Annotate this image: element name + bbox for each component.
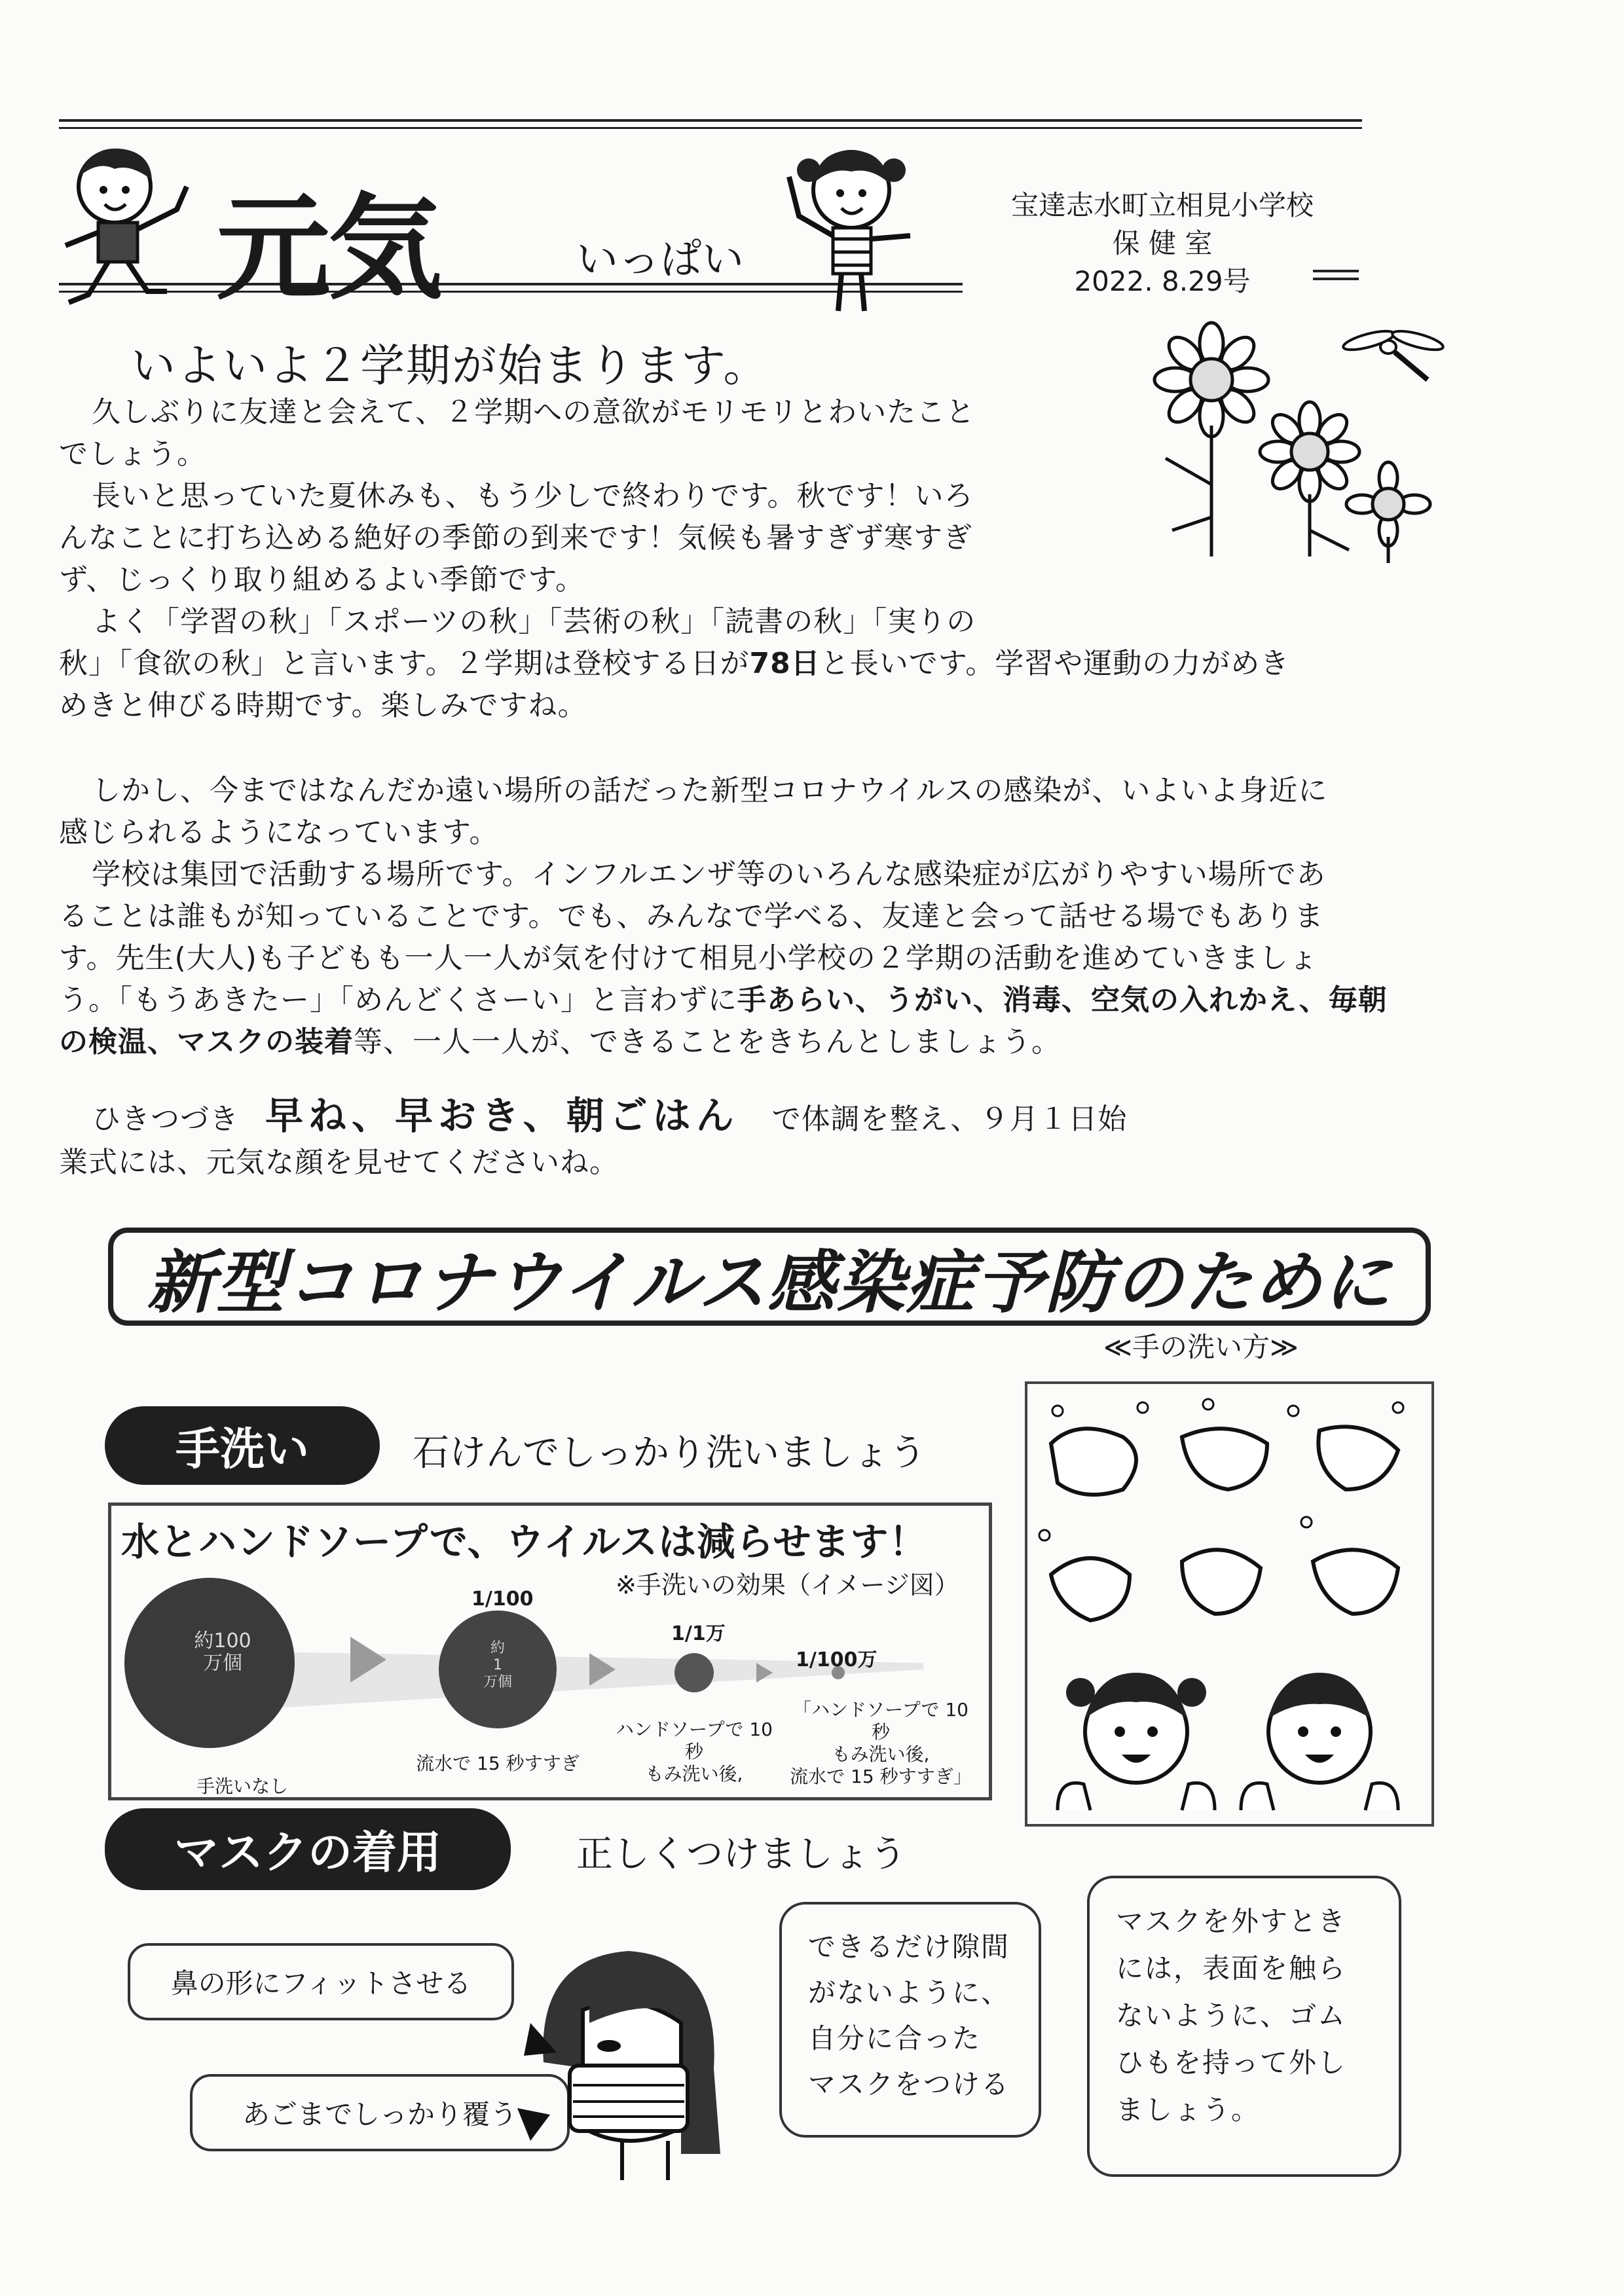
label-soap-rinse-3: もみ洗い後, bbox=[832, 1743, 930, 1765]
mask-fit-4: マスクをつける bbox=[808, 2068, 1010, 2100]
effect-note: ※手洗いの効果（イメージ図） bbox=[616, 1571, 959, 1599]
covid-p6-c: で体調を整え、９月１日始 bbox=[771, 1102, 1128, 1136]
covid-p6-a: ひきつづき bbox=[92, 1102, 239, 1136]
header-top-rule bbox=[59, 119, 1362, 122]
label-soap-2: 秒 bbox=[684, 1741, 703, 1762]
mask-fit-2: がないように、 bbox=[808, 1977, 1010, 2009]
prevention-list-2: の検温、マスクの装着 bbox=[59, 1025, 354, 1059]
intro-heading: いよいよ２学期が始まります。 bbox=[131, 340, 769, 392]
mask-fit-note bbox=[779, 1902, 1041, 2138]
handwash-title: 手洗い bbox=[105, 1406, 380, 1485]
routine-highlight: 早ね、早おき、朝ごはん bbox=[265, 1093, 739, 1138]
issue-date: 2022. 8.29号 bbox=[1074, 265, 1251, 297]
covid-p5-line2: ることは誰もが知っていることです。でも、みんなで学べる、友達と会って話せる場でもありま bbox=[59, 900, 1324, 933]
covid-p5-line3: す。先生(大人)も子どもも一人一人が気を付けて相見小学校の２学期の活動を進めていきましょ bbox=[59, 941, 1318, 975]
intro-p3-line2 bbox=[59, 643, 1289, 685]
handwash-method-caption: ≪手の洗い方≫ bbox=[1103, 1331, 1299, 1363]
prevention-list: 手あらい、うがい、消毒、空気の入れかえ、毎朝 bbox=[737, 983, 1388, 1017]
label-soap-3: もみ洗い後, bbox=[645, 1763, 743, 1785]
mask-subtitle: 正しくつけましょう bbox=[576, 1833, 906, 1876]
callout-nose: 鼻の形にフィットさせる bbox=[128, 1943, 514, 2020]
section-banner-text: 新型コロナウイルス感染症予防のために bbox=[147, 1243, 1392, 1322]
boy-illustration bbox=[52, 131, 196, 314]
covid-p5-line5 bbox=[59, 1021, 1061, 1063]
label-soap bbox=[616, 1719, 773, 1785]
mask-remove-3: ないように、ゴム bbox=[1116, 1999, 1347, 2032]
mask-woman-illustration bbox=[504, 1931, 766, 2180]
intro-p3-line3: めきと伸びる時期です。楽しみですね。 bbox=[59, 689, 587, 722]
label-rinse: 流水で 15 秒すすぎ bbox=[416, 1753, 580, 1774]
school-info bbox=[992, 187, 1333, 301]
intro-p1-line1: 久しぶりに友達と会えて、２学期への意欲がモリモリとわいたこと bbox=[92, 395, 976, 429]
intro-p3-line2b: と長いです。学習や運動の力がめき bbox=[820, 647, 1290, 680]
covid-p5-line4a: う。「もうあきたー」「めんどくさーい」と言わずに bbox=[59, 983, 737, 1017]
mask-fit-1: できるだけ隙間 bbox=[808, 1931, 1010, 1963]
label-soap-rinse-4: 流水で 15 秒すすぎ」 bbox=[790, 1766, 972, 1787]
mask-fit-3: 自分に合った bbox=[808, 2022, 982, 2054]
label-soap-rinse bbox=[783, 1699, 979, 1788]
label-soap-1: ハンドソープで 10 bbox=[616, 1719, 773, 1740]
ratio-100: 1/100 bbox=[471, 1588, 534, 1611]
intro-p2-line1: 長いと思っていた夏休みも、もう少しで終わりです。秋です！いろ bbox=[92, 479, 974, 513]
ratio-1000000: 1/100万 bbox=[796, 1649, 877, 1671]
intro-p1-line2: でしょう。 bbox=[59, 437, 206, 471]
label-no-wash: 手洗いなし bbox=[196, 1776, 288, 1797]
ball1-label: 約100 万個 bbox=[194, 1630, 251, 1675]
mask-removal-note bbox=[1087, 1876, 1401, 2177]
label-soap-rinse-1: 「ハンドソープで 10 bbox=[793, 1699, 969, 1721]
covid-p5-line5b: 等、一人一人が、できることをきちんとしましょう。 bbox=[354, 1025, 1061, 1059]
header-top-rule-2 bbox=[59, 127, 1362, 129]
mask-remove-1: マスクを外すとき bbox=[1116, 1905, 1347, 1937]
intro-p3-line2a: 秋」「食欲の秋」と言います。２学期は登校する日が bbox=[59, 647, 750, 680]
intro-p3-line1: よく「学習の秋」「スポーツの秋」「芸術の秋」「読書の秋」「実りの bbox=[92, 605, 976, 638]
covid-p6-line1 bbox=[92, 1095, 1127, 1140]
school-days: 78日 bbox=[749, 647, 821, 680]
section-banner bbox=[108, 1228, 1431, 1326]
mask-title: マスクの着用 bbox=[105, 1808, 511, 1890]
covid-p5-line1: 学校は集団で活動する場所です。インフルエンザ等のいろんな感染症が広がりやすい場所であ bbox=[92, 858, 1326, 891]
ball2-label: 約 1 万個 bbox=[483, 1640, 512, 1690]
children-faces bbox=[1058, 1673, 1398, 1810]
mask-remove-5: ましょう。 bbox=[1116, 2094, 1261, 2126]
school-name: 宝達志水町立相見小学校 bbox=[1010, 189, 1314, 221]
callout-chin: あごまでしっかり覆う bbox=[190, 2074, 570, 2151]
covid-p4-line1: しかし、今まではなんだか遠い場所の話だった新型コロナウイルスの感染が、いよいよ身近に bbox=[92, 774, 1328, 807]
girl-illustration bbox=[773, 131, 923, 321]
flower-illustration bbox=[1113, 321, 1454, 570]
label-soap-rinse-2: 秒 bbox=[871, 1721, 890, 1743]
mask-remove-4: ひもを持って外し bbox=[1116, 2047, 1347, 2079]
ratio-10000: 1/1万 bbox=[671, 1622, 726, 1645]
covid-p4-line2: 感じられるようになっています。 bbox=[59, 816, 499, 849]
virus-ball-soap bbox=[674, 1653, 714, 1692]
mask-remove-2: には，表面を触ら bbox=[1116, 1952, 1347, 1984]
handwash-steps-illustration bbox=[1031, 1391, 1428, 1820]
room-name: 保 健 室 bbox=[1112, 227, 1213, 259]
effect-title: 水とハンドソープで、ウイルスは減らせます！ bbox=[121, 1520, 928, 1564]
covid-p5-line4 bbox=[59, 979, 1388, 1021]
handwash-subtitle: 石けんでしっかり洗いましょう bbox=[413, 1432, 926, 1474]
intro-p2-line2: んなことに打ち込める絶好の季節の到来です！気候も暑すぎず寒すぎ bbox=[59, 521, 972, 555]
masthead-subtitle: いっぱい bbox=[576, 236, 744, 284]
intro-p2-line3: ず、じっくり取り組めるよい季節です。 bbox=[59, 563, 585, 596]
covid-p6-line2: 業式には、元気な顔を見せてくださいね。 bbox=[59, 1146, 619, 1179]
masthead-title: 元気 bbox=[216, 183, 440, 316]
